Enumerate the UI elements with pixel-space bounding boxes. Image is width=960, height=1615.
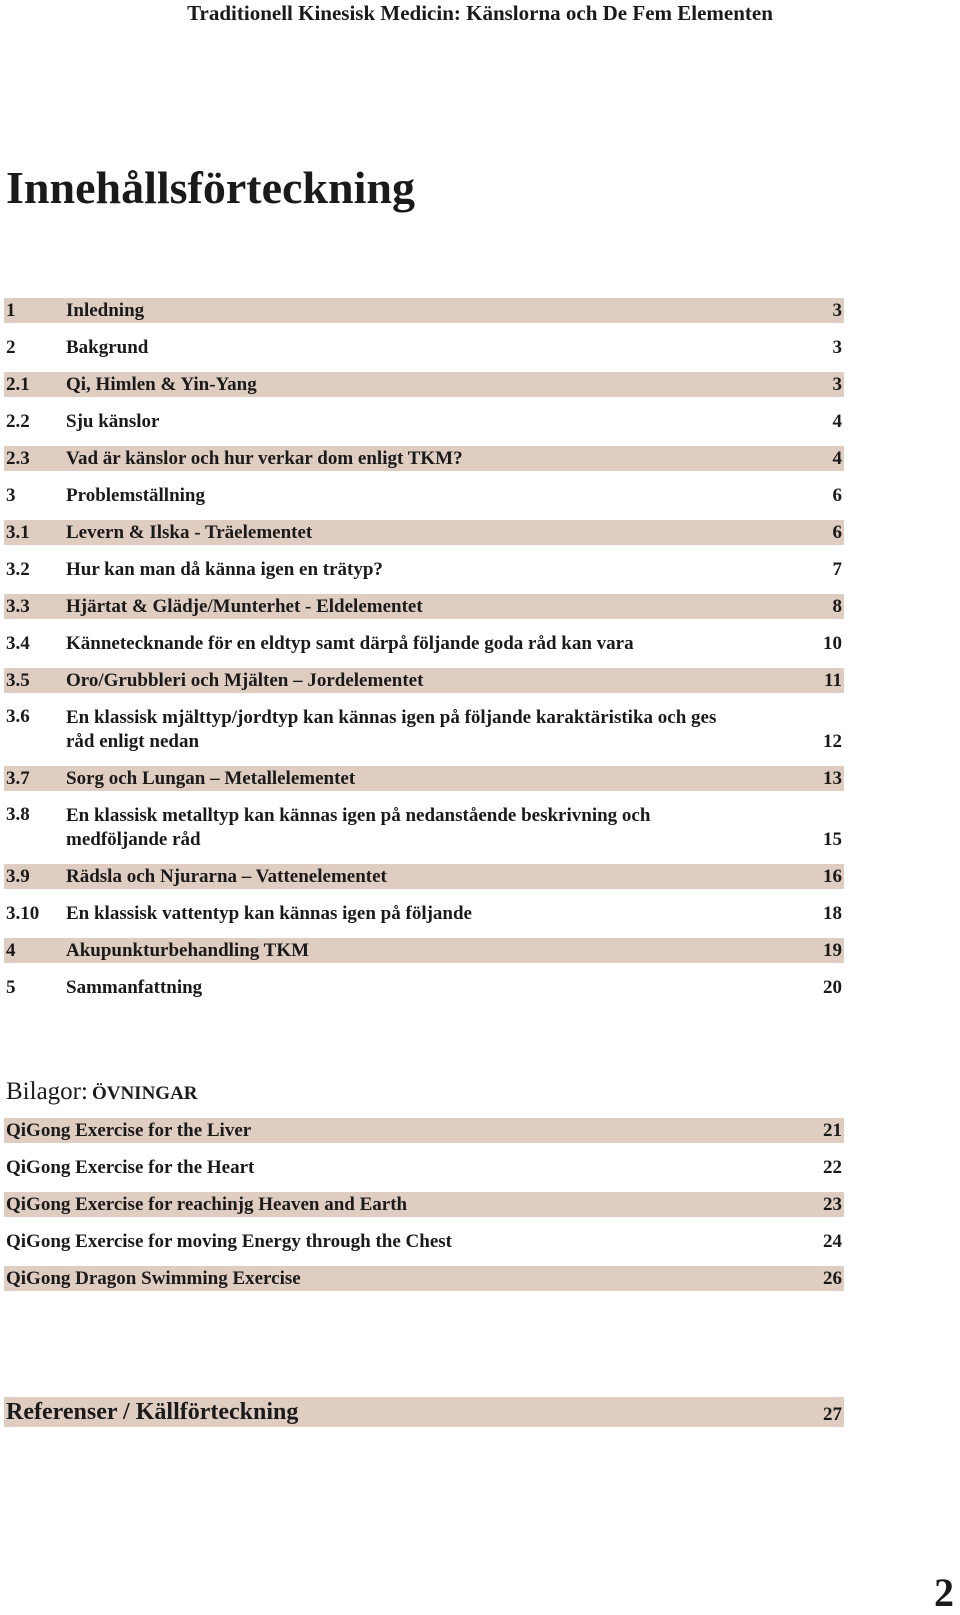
toc-entry[interactable] — [4, 446, 844, 471]
toc-entry-page: 4 — [832, 411, 842, 432]
toc-entry-page: 7 — [832, 559, 842, 580]
toc-entry-title: Hjärtat & Glädje/Munterhet - Eldelementet — [66, 596, 423, 617]
toc-entry-page: 8 — [832, 596, 842, 617]
bilagor-entry-page: 21 — [823, 1120, 842, 1141]
toc-entry[interactable] — [4, 483, 844, 508]
toc-entry-title: Problemställning — [66, 485, 205, 506]
toc-entry-title: Oro/Grubbleri och Mjälten – Jordelementet — [66, 670, 424, 691]
toc-entry-page: 18 — [823, 903, 842, 924]
toc-entry-title: Bakgrund — [66, 337, 149, 358]
references-entry[interactable] — [4, 1397, 844, 1427]
toc-entry-page: 13 — [823, 768, 842, 789]
toc-entry[interactable] — [4, 975, 844, 1000]
toc-entry-title: Sju känslor — [66, 411, 160, 432]
toc-entry-number: 3.6 — [6, 706, 30, 727]
toc-list — [4, 298, 844, 1012]
toc-entry[interactable] — [4, 298, 844, 323]
toc-title: Innehållsförteckning — [6, 162, 415, 213]
bilagor-entry-page: 23 — [823, 1194, 842, 1215]
toc-entry-page: 10 — [823, 633, 842, 654]
toc-entry[interactable] — [4, 938, 844, 963]
running-header: Traditionell Kinesisk Medicin: Känslorna och De Fem Elementen — [187, 1, 773, 25]
toc-entry-title: En klassisk mjälttyp/jordtyp kan kännas igen på följande karaktäristika och ges råd enligt nedan — [66, 707, 717, 752]
toc-entry-number: 3.3 — [6, 596, 30, 617]
toc-entry-number: 1 — [6, 300, 16, 321]
toc-entry-title: En klassisk metalltyp kan kännas igen på nedanstående beskrivning och medföljande råd — [66, 805, 651, 850]
toc-entry-title: Akupunkturbehandling TKM — [66, 940, 310, 961]
toc-entry[interactable] — [4, 901, 844, 926]
bilagor-separator: : — [81, 1078, 88, 1105]
toc-entry-title: Rädsla och Njurarna – Vattenelementet — [66, 866, 387, 887]
toc-entry-title: Sorg och Lungan – Metallelementet — [66, 768, 356, 789]
bilagor-entry-page: 26 — [823, 1268, 842, 1289]
toc-entry-number: 3.7 — [6, 768, 30, 789]
bilagor-entry-page: 24 — [823, 1231, 842, 1252]
toc-entry-title: Vad är känslor och hur verkar dom enligt TKM? — [66, 448, 463, 469]
toc-entry-page: 3 — [832, 337, 842, 358]
toc-entry[interactable] — [4, 335, 844, 360]
toc-entry[interactable] — [4, 803, 844, 852]
toc-entry-number: 2.1 — [6, 374, 30, 395]
toc-entry-title: En klassisk vattentyp kan kännas igen på följande — [66, 903, 472, 924]
toc-entry-title: Inledning — [66, 300, 145, 321]
toc-entry[interactable] — [4, 864, 844, 889]
toc-entry-number: 3.8 — [6, 804, 30, 825]
toc-entry-page: 3 — [832, 300, 842, 321]
toc-entry-page: 20 — [823, 977, 842, 998]
toc-entry[interactable] — [4, 520, 844, 545]
toc-entry-number: 5 — [6, 977, 16, 998]
toc-entry-title: Sammanfattning — [66, 977, 203, 998]
toc-entry[interactable] — [4, 557, 844, 582]
toc-entry[interactable] — [4, 631, 844, 656]
toc-entry-page: 16 — [823, 866, 842, 887]
toc-entry-page: 6 — [832, 522, 842, 543]
page-number: 2 — [934, 1570, 954, 1615]
references-page: 27 — [823, 1404, 842, 1425]
toc-entry-page: 19 — [823, 940, 842, 961]
references-title: Referenser / Källförteckning — [6, 1399, 299, 1425]
toc-entry-page: 15 — [823, 829, 842, 850]
toc-entry-number: 2.3 — [6, 448, 30, 469]
toc-entry-number: 3.5 — [6, 670, 30, 691]
toc-entry-page: 12 — [823, 731, 842, 752]
bilagor-entry[interactable] — [4, 1118, 844, 1143]
bilagor-entry[interactable] — [4, 1155, 844, 1180]
toc-entry-page: 11 — [824, 670, 842, 691]
bilagor-list — [4, 1118, 844, 1303]
toc-entry-page: 3 — [832, 374, 842, 395]
bilagor-entry-title: QiGong Exercise for the Heart — [6, 1157, 255, 1178]
toc-entry-number: 3 — [6, 485, 16, 506]
toc-entry-number: 3.9 — [6, 866, 30, 887]
toc-entry-number: 3.10 — [6, 903, 40, 924]
bilagor-entry-title: QiGong Exercise for the Liver — [6, 1120, 252, 1141]
toc-entry-title: Kännetecknande för en eldtyp samt därpå följande goda råd kan vara — [66, 633, 634, 654]
toc-entry[interactable] — [4, 766, 844, 791]
bilagor-entry-title: QiGong Dragon Swimming Exercise — [6, 1268, 301, 1289]
toc-entry-number: 2.2 — [6, 411, 30, 432]
toc-entry-page: 6 — [832, 485, 842, 506]
bilagor-sub: ÖVNINGAR — [91, 1083, 198, 1104]
bilagor-entry[interactable] — [4, 1192, 844, 1217]
toc-entry-number: 3.1 — [6, 522, 30, 543]
toc-entry[interactable] — [4, 372, 844, 397]
toc-entry-title: Levern & Ilska - Träelementet — [66, 522, 313, 543]
bilagor-entry-page: 22 — [823, 1157, 842, 1178]
toc-entry-title: Qi, Himlen & Yin-Yang — [66, 374, 257, 395]
bilagor-entry[interactable] — [4, 1229, 844, 1254]
toc-entry[interactable] — [4, 594, 844, 619]
bilagor-heading — [6, 1076, 198, 1111]
toc-entry[interactable] — [4, 668, 844, 693]
bilagor-entry-title: QiGong Exercise for moving Energy through the Chest — [6, 1231, 452, 1252]
toc-entry[interactable] — [4, 705, 844, 754]
bilagor-entry-title: QiGong Exercise for reachinjg Heaven and Earth — [6, 1194, 408, 1215]
toc-entry-title: Hur kan man då känna igen en trätyp? — [66, 559, 383, 580]
toc-entry[interactable] — [4, 409, 844, 434]
toc-entry-number: 4 — [6, 940, 16, 961]
toc-entry-number: 3.2 — [6, 559, 30, 580]
bilagor-label: Bilagor — [6, 1078, 81, 1105]
toc-entry-page: 4 — [832, 448, 842, 469]
toc-entry-number: 2 — [6, 337, 16, 358]
bilagor-entry[interactable] — [4, 1266, 844, 1291]
toc-entry-number: 3.4 — [6, 633, 30, 654]
